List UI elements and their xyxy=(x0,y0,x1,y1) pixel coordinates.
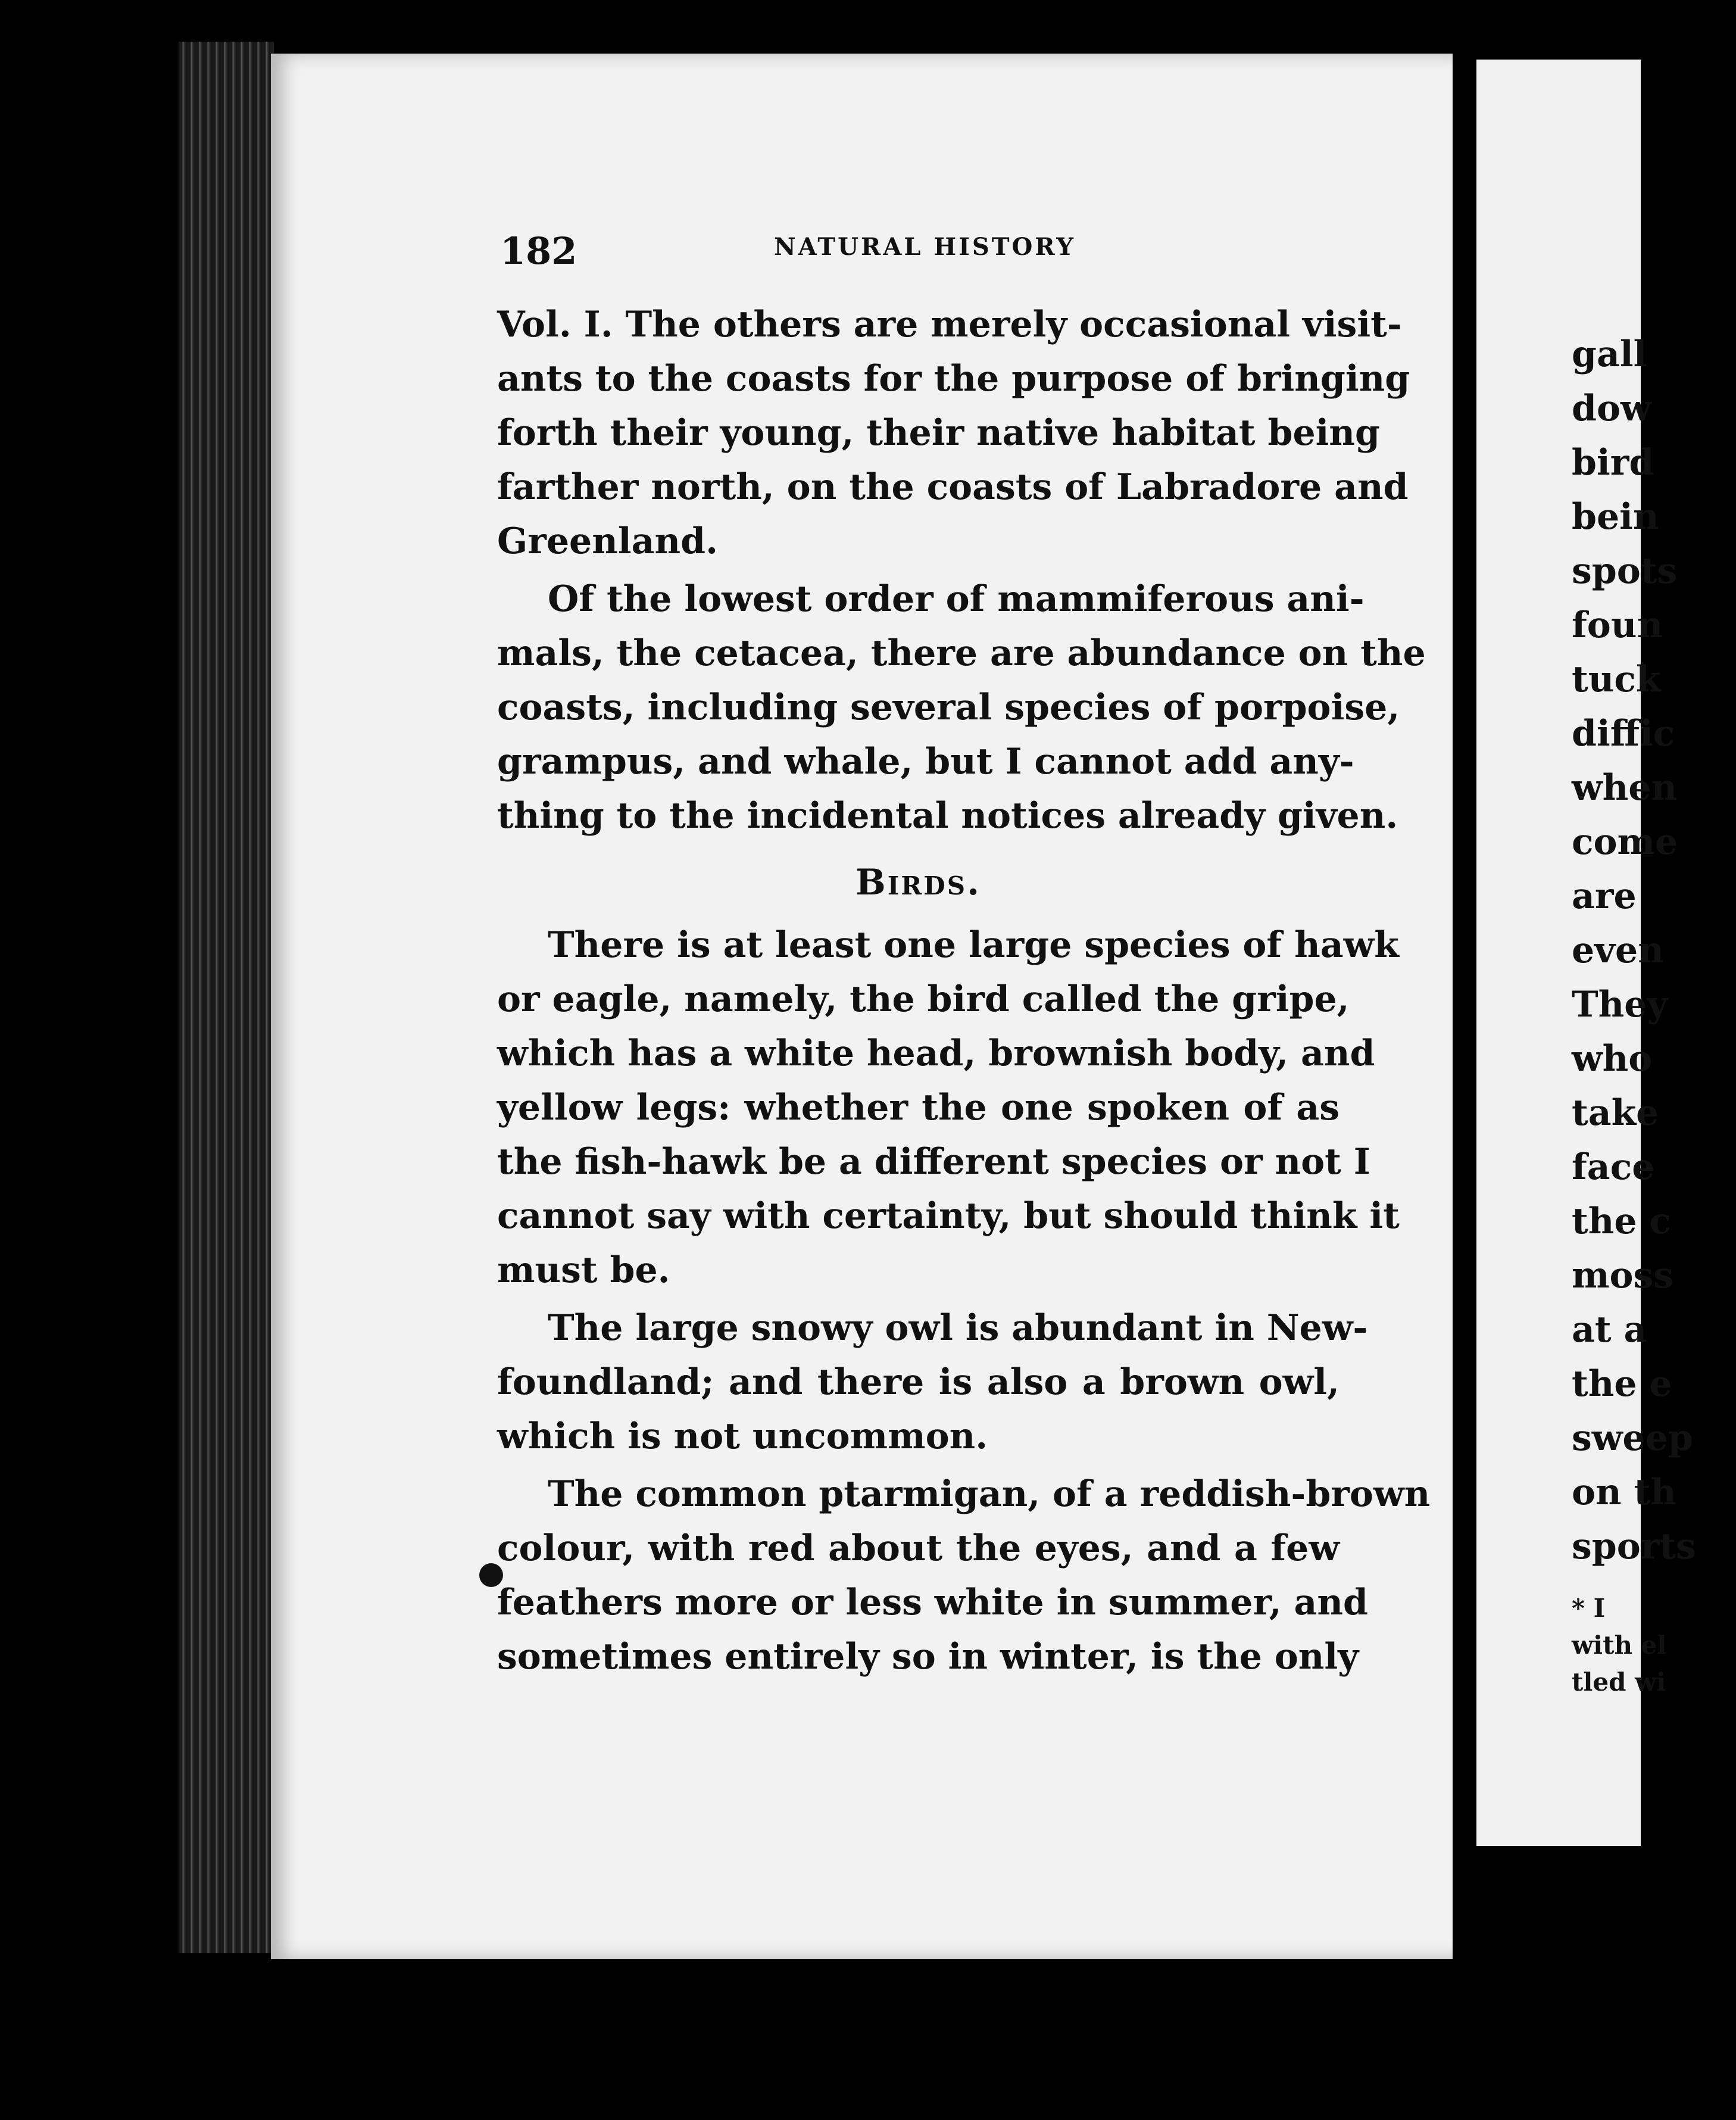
facing-footnote-line: * I xyxy=(1572,1594,1606,1623)
facing-line: who xyxy=(1572,1038,1653,1080)
text-line: which is not uncommon. xyxy=(497,1416,988,1457)
text-line: There is at least one large species of hawk xyxy=(548,924,1399,966)
facing-line: on th xyxy=(1572,1471,1676,1513)
text-line: Vol. I. The others are merely occasional visit- xyxy=(497,304,1402,345)
page-number: 182 xyxy=(500,229,577,273)
facing-line: at a xyxy=(1572,1309,1647,1351)
facing-line: They xyxy=(1572,984,1668,1025)
text-line: feathers more or less white in summer, and xyxy=(497,1582,1368,1623)
facing-line: moss xyxy=(1572,1255,1674,1296)
facing-line: face xyxy=(1572,1146,1655,1188)
ink-blot xyxy=(479,1563,503,1587)
facing-page xyxy=(1476,60,1696,1846)
page-gutter xyxy=(1453,48,1476,2001)
book-edge xyxy=(179,42,274,1953)
page-title: NATURAL HISTORY xyxy=(774,233,1076,261)
text-line: the fish-hawk be a different species or not I xyxy=(497,1141,1370,1183)
facing-line: sweep xyxy=(1572,1417,1693,1459)
facing-footnote-line: tled wi xyxy=(1572,1667,1666,1697)
text-line: colour, with red about the eyes, and a few xyxy=(497,1527,1340,1569)
running-head xyxy=(500,229,1488,301)
text-line: or eagle, namely, the bird called the gripe, xyxy=(497,978,1350,1020)
facing-footnote-line: with el xyxy=(1572,1630,1667,1660)
facing-line: foun xyxy=(1572,604,1663,646)
facing-line: bird xyxy=(1572,442,1654,484)
body-text xyxy=(497,298,1431,1688)
facing-line: dow xyxy=(1572,388,1651,429)
section-heading: Birds. xyxy=(855,862,981,903)
facing-line: sports xyxy=(1572,1526,1696,1567)
text-line: forth their young, their native habitat being xyxy=(497,412,1381,454)
facing-line: bein xyxy=(1572,496,1659,538)
facing-page-text xyxy=(1476,328,1736,1574)
text-line: thing to the incidental notices already given. xyxy=(497,795,1398,837)
text-line: Of the lowest order of mammiferous ani- xyxy=(548,578,1365,620)
facing-line: come xyxy=(1572,821,1678,863)
text-line: which has a white head, brownish body, and xyxy=(497,1033,1375,1074)
text-line: foundland; and there is also a brown owl, xyxy=(497,1361,1340,1403)
text-line: cannot say with certainty, but should think it xyxy=(497,1195,1400,1237)
text-line: mals, the cetacea, there are abundance on the xyxy=(497,632,1426,674)
text-line: ants to the coasts for the purpose of bringing xyxy=(497,358,1410,400)
text-line: The common ptarmigan, of a reddish-brown xyxy=(548,1473,1431,1515)
facing-line: when xyxy=(1572,767,1678,809)
text-line: coasts, including several species of porpoise, xyxy=(497,687,1400,728)
facing-line: are xyxy=(1572,875,1637,917)
text-line: sometimes entirely so in winter, is the only xyxy=(497,1636,1359,1678)
facing-line: gall xyxy=(1572,333,1647,375)
text-line: The large snowy owl is abundant in New- xyxy=(548,1307,1368,1349)
facing-line: tuck xyxy=(1572,659,1661,700)
facing-line: take xyxy=(1572,1092,1659,1134)
facing-line: spots xyxy=(1572,550,1678,592)
text-line: must be. xyxy=(497,1249,670,1291)
facing-line: the c xyxy=(1572,1201,1671,1242)
text-line: yellow legs: whether the one spoken of as xyxy=(497,1087,1340,1128)
facing-line: even xyxy=(1572,930,1664,971)
text-line: farther north, on the coasts of Labradore and xyxy=(497,466,1409,508)
text-line: grampus, and whale, but I cannot add any- xyxy=(497,741,1354,782)
facing-line: the e xyxy=(1572,1363,1672,1405)
text-line: Greenland. xyxy=(497,520,718,562)
facing-page-footnote xyxy=(1572,1590,1666,1701)
facing-line: diffic xyxy=(1572,713,1675,755)
